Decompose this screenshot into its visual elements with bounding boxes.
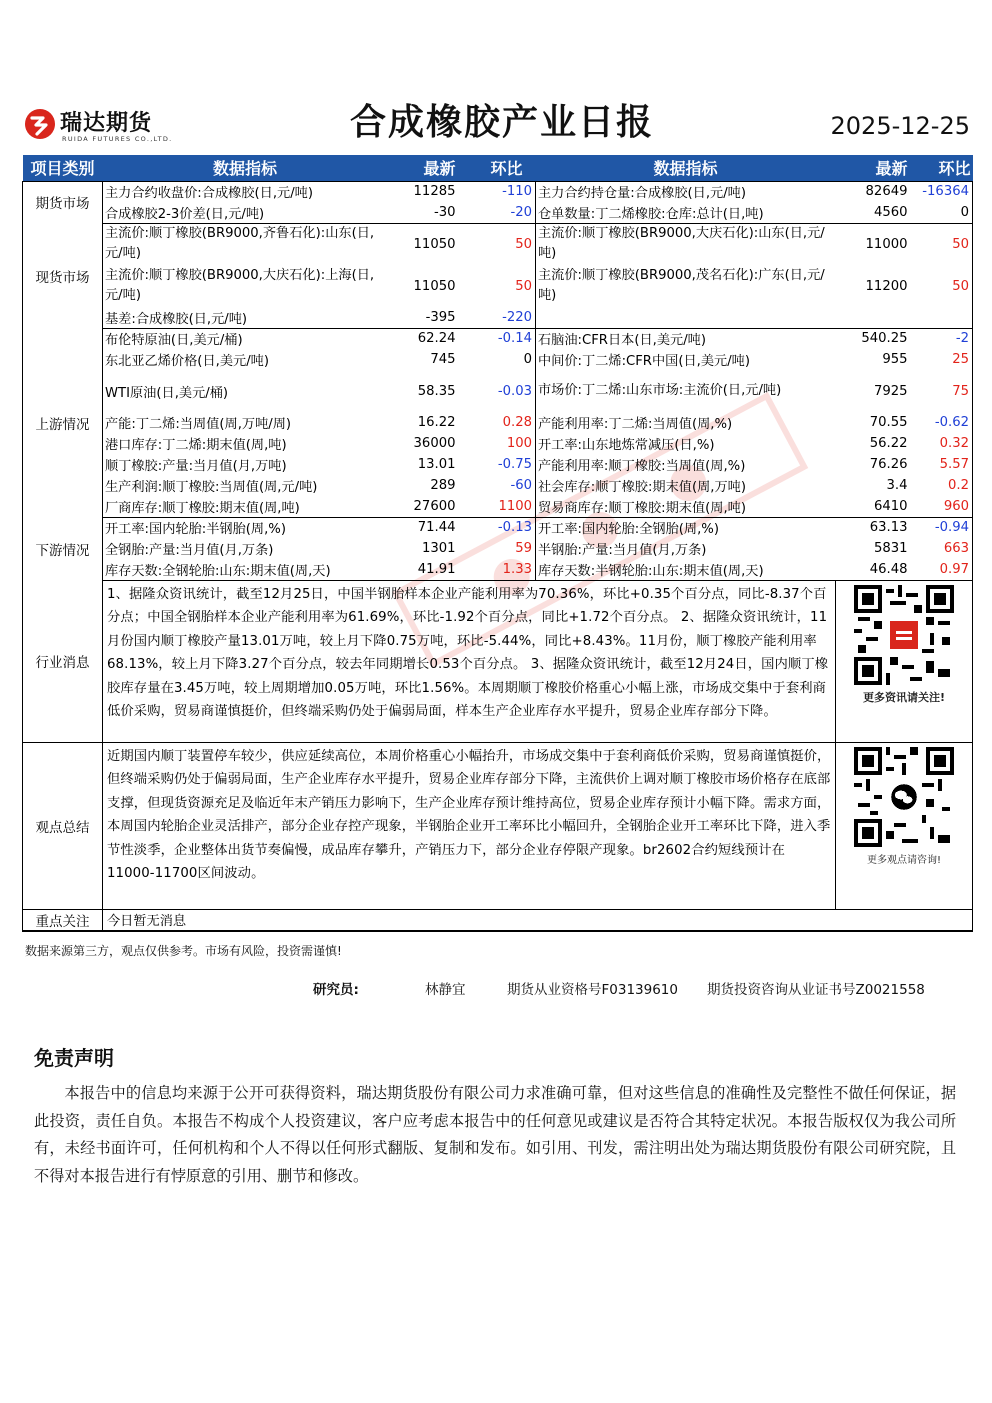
table-row bbox=[23, 454, 973, 475]
logo-text-en: RUIDA FUTURES CO.,LTD. bbox=[62, 135, 173, 143]
viewpoint-row bbox=[23, 742, 973, 909]
change-value: -60 bbox=[478, 475, 536, 496]
latest-value bbox=[836, 307, 914, 328]
indicator-name: 库存天数:半钢轮胎:山东:期末值(周,天) bbox=[536, 559, 836, 580]
change-value: 75 bbox=[914, 370, 973, 412]
indicator-name: 主流价:顺丁橡胶(BR9000,大庆石化):山东(日,元/吨) bbox=[538, 226, 825, 262]
latest-value: 540.25 bbox=[861, 331, 908, 347]
indicator-name: 产能利用率:顺丁橡胶:当周值(周,%) bbox=[538, 459, 746, 474]
latest-value: 27600 bbox=[388, 496, 478, 517]
indicator-name: 社会库存:顺丁橡胶:期末值(周,万吨) bbox=[538, 480, 746, 495]
table-row bbox=[23, 202, 973, 223]
change-value: -220 bbox=[478, 307, 536, 328]
indicator-name: 产能:丁二烯:当周值(周,万吨/周) bbox=[105, 417, 292, 432]
latest-value: 6410 bbox=[836, 496, 914, 517]
indicator-name: 全钢胎:产量:当月值(月,万条) bbox=[105, 543, 274, 558]
category-viewpoint: 观点总结 bbox=[23, 742, 103, 909]
change-value bbox=[914, 307, 973, 328]
indicator-name: 主力合约持仓量:合成橡胶(日,元/吨) bbox=[536, 181, 836, 202]
latest-value: 4560 bbox=[836, 202, 914, 223]
header-latest-left: 最新 bbox=[388, 155, 478, 181]
disclaimer-body: 本报告中的信息均来源于公开可获得资料，瑞达期货股份有限公司力求准确可靠，但对这些信息的准确性及完整性不做任何保证，据此投资，责任自负。本报告不构成个人投资建议，客户应考虑本报告中的任何意见或建议是否符合其特定状况。本报告版权仅为我公司所有，未经书面许可，任何机构和个人不得以任何形式翻版、复制和发布。如引用、刊发，需注明出处为瑞达期货股份有限公司研究院，且不得对本报告进行有悖原意的引用、删节和修改。 bbox=[34, 1084, 956, 1185]
latest-value: 76.26 bbox=[869, 457, 908, 472]
header-latest-right: 最新 bbox=[836, 155, 914, 181]
latest-value: 63.13 bbox=[869, 520, 908, 536]
latest-value: 70.55 bbox=[869, 415, 908, 430]
table-row bbox=[23, 349, 973, 370]
header-indicator-left: 数据指标 bbox=[103, 155, 388, 181]
table-header-row bbox=[23, 155, 973, 181]
change-value: 50 bbox=[914, 265, 973, 307]
qr-code-icon bbox=[854, 585, 954, 685]
data-table bbox=[22, 155, 973, 932]
header-change-left: 环比 bbox=[478, 155, 536, 181]
header-change-right: 环比 bbox=[914, 155, 973, 181]
change-value: 1.33 bbox=[478, 559, 536, 580]
researcher-label: 研究员: bbox=[313, 982, 359, 998]
indicator-name: WTI原油(日,美元/桶) bbox=[105, 385, 229, 401]
qr-news-caption: 更多资讯请关注! bbox=[862, 690, 946, 704]
latest-value: 11000 bbox=[865, 236, 908, 252]
latest-value: 289 bbox=[430, 478, 456, 493]
latest-value: -30 bbox=[388, 202, 478, 223]
focus-text: 今日暂无消息 bbox=[103, 909, 973, 931]
latest-value: 11200 bbox=[865, 278, 908, 294]
change-value: 1100 bbox=[478, 496, 536, 517]
disclaimer-title: 免责声明 bbox=[34, 1046, 114, 1070]
change-value: 0.32 bbox=[914, 433, 973, 454]
indicator-name: 厂商库存:顺丁橡胶:期末值(周,吨) bbox=[103, 496, 388, 517]
category-futures: 期货市场 bbox=[23, 181, 103, 223]
category-upstream: 上游情况 bbox=[23, 328, 103, 517]
change-value: -16364 bbox=[914, 181, 973, 202]
change-value: 100 bbox=[478, 433, 536, 454]
change-value: 960 bbox=[914, 496, 973, 517]
report-title: 合成橡胶产业日报 bbox=[349, 102, 654, 143]
indicator-name: 主流价:顺丁橡胶(BR9000,茂名石化):广东(日,元/吨) bbox=[538, 268, 825, 303]
change-value: 25 bbox=[914, 349, 973, 370]
table-row bbox=[23, 307, 973, 328]
indicator-name: 港口库存:丁二烯:期末值(周,吨) bbox=[105, 438, 287, 453]
indicator-name: 主流价:顺丁橡胶(BR9000,大庆石化):上海(日,元/吨) bbox=[105, 268, 375, 303]
change-value: -0.94 bbox=[914, 517, 973, 538]
change-value: 0.2 bbox=[914, 475, 973, 496]
change-value: -20 bbox=[478, 202, 536, 223]
header-category: 项目类别 bbox=[23, 155, 103, 181]
section-downstream bbox=[23, 517, 973, 580]
latest-value: 955 bbox=[882, 352, 908, 367]
change-value: -110 bbox=[478, 181, 536, 202]
indicator-name: 主力合约收盘价:合成橡胶(日,元/吨) bbox=[103, 181, 388, 202]
change-value: -0.14 bbox=[478, 328, 536, 349]
wechat-qr-code-icon bbox=[854, 747, 954, 847]
change-value: -0.03 bbox=[478, 370, 536, 412]
indicator-name: 东北亚乙烯价格(日,美元/吨) bbox=[105, 354, 269, 369]
latest-value: 62.24 bbox=[417, 331, 456, 347]
latest-value: 36000 bbox=[413, 436, 456, 451]
indicator-name: 石脑油:CFR日本(日,美元/吨) bbox=[538, 333, 707, 349]
change-value: -0.13 bbox=[478, 517, 536, 538]
latest-value: 71.44 bbox=[417, 520, 456, 536]
latest-value: 11050 bbox=[413, 236, 456, 252]
company-logo bbox=[22, 106, 182, 146]
category-spot: 现货市场 bbox=[23, 223, 103, 328]
table-row bbox=[23, 412, 973, 433]
change-value: 0.97 bbox=[914, 559, 973, 580]
logo-text-cn: 瑞达期货 bbox=[60, 111, 153, 136]
section-upstream bbox=[23, 328, 973, 517]
table-row bbox=[23, 370, 973, 412]
category-downstream: 下游情况 bbox=[23, 517, 103, 580]
table-row bbox=[23, 181, 973, 202]
indicator-name: 仓单数量:丁二烯橡胶:仓库:总计(日,吨) bbox=[536, 202, 836, 223]
data-source-note: 数据来源第三方，观点仅供参考。市场有风险，投资需谨慎! bbox=[25, 944, 342, 958]
table-row bbox=[23, 475, 973, 496]
change-value: -0.75 bbox=[478, 454, 536, 475]
qr-viewpoint-caption: 更多观点请咨询! bbox=[866, 854, 941, 866]
change-value: -0.62 bbox=[914, 412, 973, 433]
industry-news-row bbox=[23, 580, 973, 742]
latest-value: 745 bbox=[430, 352, 456, 367]
qr-news-cell bbox=[836, 580, 973, 742]
indicator-name bbox=[536, 307, 836, 328]
latest-value: 5831 bbox=[873, 541, 908, 556]
change-value: -2 bbox=[914, 328, 973, 349]
indicator-name: 中间价:丁二烯:CFR中国(日,美元/吨) bbox=[538, 354, 751, 369]
category-industry-news: 行业消息 bbox=[23, 580, 103, 742]
indicator-name: 顺丁橡胶:产量:当月值(月,万吨) bbox=[105, 459, 287, 474]
indicator-name: 布伦特原油(日,美元/桶) bbox=[105, 333, 243, 349]
table-row bbox=[23, 265, 973, 307]
indicator-name: 半钢胎:产量:当月值(月,万条) bbox=[538, 543, 707, 558]
latest-value: 11050 bbox=[413, 278, 456, 294]
table-row bbox=[23, 538, 973, 559]
table-row bbox=[23, 517, 973, 538]
indicator-name: 开工率:国内轮胎:半钢胎(周,%) bbox=[105, 522, 286, 538]
indicator-name: 主流价:顺丁橡胶(BR9000,齐鲁石化):山东(日,元/吨) bbox=[105, 226, 375, 262]
category-focus: 重点关注 bbox=[23, 909, 103, 931]
indicator-name: 合成橡胶2-3价差(日,元/吨) bbox=[103, 202, 388, 223]
latest-value: -395 bbox=[388, 307, 478, 328]
change-value: 0.28 bbox=[478, 412, 536, 433]
futures-license-number: 期货从业资格号F03139610 bbox=[507, 982, 678, 998]
change-value: 59 bbox=[478, 538, 536, 559]
change-value: 5.57 bbox=[914, 454, 973, 475]
change-value: 0 bbox=[478, 349, 536, 370]
indicator-name: 贸易商库存:顺丁橡胶:期末值(周,吨) bbox=[536, 496, 836, 517]
change-value: 50 bbox=[914, 223, 973, 265]
indicator-name: 产能利用率:丁二烯:当周值(周,%) bbox=[538, 417, 733, 432]
change-value: 663 bbox=[914, 538, 973, 559]
latest-value: 46.48 bbox=[836, 559, 914, 580]
table-row bbox=[23, 496, 973, 517]
industry-news-text: 1、据隆众资讯统计，截至12月25日，中国半钢胎样本企业产能利用率为70.36%，环比+0.35个百分点，同比-8.37个百分点；中国全钢胎样本企业产能利用率为61.69%，环比-1.92个百分点，同比+1.72个百分点。 2、据隆众资讯统计，11月份国内顺丁橡胶产量13.01万吨，较上月下降0.75万吨，环比-5.44%，同比+8.43%。11月份，顺丁橡胶产能利用率68.13%，较上月下降3.27个百分点，较去年同期增长0.53个百分点。 3、据隆众资讯统计，截至12月24日，国内顺丁橡胶库存量在3.45万吨，较上周期增加0.05万吨，环比1.56%。本周期顺丁橡胶价格重心小幅上涨，市场成交集中于套利商低价采购，贸易商谨慎挺价，但终端采购仍处于偏弱局面，样本生产企业库存水平提升，贸易企业库存部分下降。 bbox=[103, 580, 836, 742]
qr-viewpoint-cell bbox=[836, 742, 973, 909]
latest-value: 7925 bbox=[873, 383, 908, 399]
latest-value: 16.22 bbox=[417, 415, 456, 430]
table-row bbox=[23, 433, 973, 454]
report-date: 2025-12-25 bbox=[830, 112, 970, 140]
section-futures bbox=[23, 181, 973, 223]
indicator-name: 开工率:国内轮胎:全钢胎(周,%) bbox=[538, 522, 719, 538]
viewpoint-text: 近期国内顺丁装置停车较少，供应延续高位，本周价格重心小幅抬升，市场成交集中于套利商低价采购，贸易商谨慎挺价，但终端采购仍处于偏弱局面，生产企业库存水平提升，贸易企业库存部分下降，主流供价上调对顺丁橡胶市场价格存在底部支撑，但现货资源充足及临近年末产销压力影响下，生产企业库存预计维持高位，贸易企业库存预计小幅下降。需求方面，本周国内轮胎企业灵活排产，部分企业存控产现象，半钢胎企业开工率环比小幅回升，全钢胎企业开工率环比下降，进入季节性淡季，企业整体出货节奏偏慢，成品库存攀升，产销压力下，部分企业存停限产现象。br2602合约短线预计在11000-11700区间波动。 bbox=[103, 742, 836, 909]
latest-value: 3.4 bbox=[886, 478, 908, 493]
latest-value: 11285 bbox=[388, 181, 478, 202]
ruida-logo-icon bbox=[24, 108, 56, 140]
latest-value: 58.35 bbox=[417, 383, 456, 399]
table-row bbox=[23, 223, 973, 265]
report-header bbox=[22, 90, 972, 150]
change-value: 0 bbox=[914, 202, 973, 223]
table-row bbox=[23, 559, 973, 580]
section-spot bbox=[23, 223, 973, 328]
indicator-name: 库存天数:全钢轮胎:山东:期末值(周,天) bbox=[103, 559, 388, 580]
researcher-name: 林静宜 bbox=[425, 982, 466, 998]
latest-value: 13.01 bbox=[417, 457, 456, 472]
table-row bbox=[23, 328, 973, 349]
change-value: 50 bbox=[478, 223, 536, 265]
indicator-name: 生产利润:顺丁橡胶:当周值(周,元/吨) bbox=[105, 480, 318, 495]
latest-value: 1301 bbox=[421, 541, 456, 556]
latest-value: 41.91 bbox=[388, 559, 478, 580]
indicator-name: 开工率:山东地炼常减压(日,%) bbox=[538, 438, 715, 453]
latest-value: 56.22 bbox=[869, 436, 908, 451]
latest-value: 82649 bbox=[836, 181, 914, 202]
focus-row bbox=[23, 909, 973, 931]
indicator-name: 市场价:丁二烯:山东市场:主流价(日,元/吨) bbox=[538, 383, 782, 398]
indicator-name: 基差:合成橡胶(日,元/吨) bbox=[103, 307, 388, 328]
change-value: 50 bbox=[478, 265, 536, 307]
header-indicator-right: 数据指标 bbox=[536, 155, 836, 181]
consulting-license-number: 期货投资咨询从业证书号Z0021558 bbox=[707, 982, 925, 998]
